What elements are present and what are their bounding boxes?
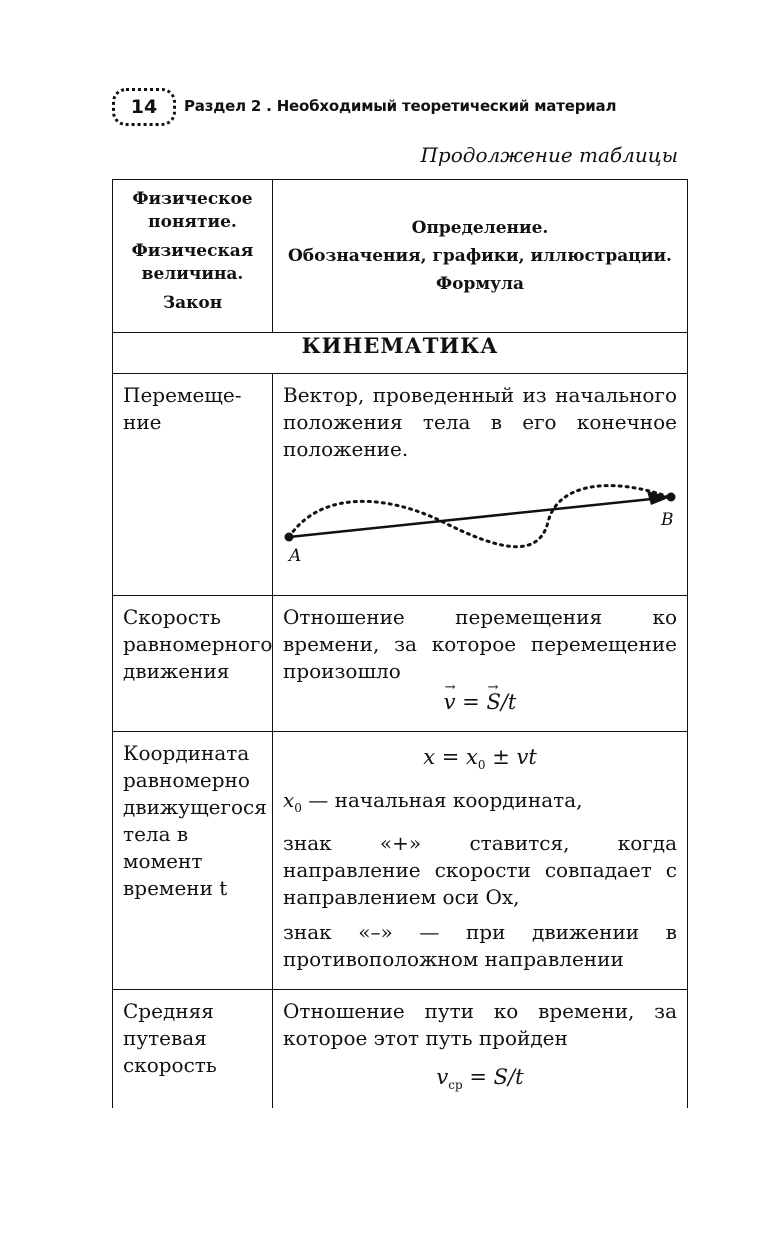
formula-subscript: ср bbox=[448, 1078, 463, 1093]
point-a-label: A bbox=[289, 546, 302, 566]
table-row bbox=[113, 732, 688, 990]
point-a-dot bbox=[285, 533, 294, 542]
table-continuation-label: Продолжение таблицы bbox=[420, 143, 678, 167]
formula-rest: /t bbox=[500, 690, 517, 714]
definition-text: Вектор, проведенный из начального положения тела в его конечное положение. bbox=[283, 383, 677, 461]
header-definition-line: Формула bbox=[435, 274, 524, 294]
formula-equals: = bbox=[455, 690, 487, 714]
formula-v: v bbox=[436, 1065, 449, 1089]
formula-subscript: 0 bbox=[477, 758, 486, 773]
table-row bbox=[113, 596, 688, 732]
table-row bbox=[113, 374, 688, 596]
header-definition-line: Определение. bbox=[411, 218, 549, 238]
formula-rest: = S/t bbox=[462, 1065, 524, 1089]
point-b-dot bbox=[667, 493, 676, 502]
formula bbox=[283, 744, 677, 779]
displacement-diagram bbox=[283, 467, 677, 591]
section-row bbox=[113, 333, 688, 374]
term-cell: Средняя путевая скорость bbox=[113, 990, 273, 1108]
term-cell: Скорость равномерного движения bbox=[113, 596, 273, 732]
formula bbox=[283, 1064, 677, 1099]
kinematics-table bbox=[112, 179, 688, 1108]
formula-x: x = x bbox=[423, 745, 478, 769]
point-b-label: B bbox=[661, 510, 674, 530]
table-row bbox=[113, 990, 688, 1108]
term-cell: Координата равномерно движущегося тела в момент времени t bbox=[113, 732, 273, 990]
formula bbox=[283, 689, 677, 716]
header-concept-line: Физическая величина. bbox=[131, 241, 254, 284]
page-header bbox=[112, 88, 672, 128]
page-number: 14 bbox=[112, 88, 176, 126]
displacement-vector-symbol: → S bbox=[486, 689, 500, 716]
note-subscript: 0 bbox=[294, 801, 302, 816]
definition-cell bbox=[273, 374, 688, 596]
header-concept-line: Закон bbox=[162, 293, 223, 313]
velocity-vector-symbol: → v bbox=[444, 689, 456, 716]
note-symbol: x bbox=[283, 788, 295, 813]
definition-text: Отношение пути ко времени, за которое этот путь пройден bbox=[283, 999, 677, 1050]
definition-cell bbox=[273, 732, 688, 990]
section-title: Раздел 2 . Необходимый теоретический материал bbox=[184, 97, 617, 115]
header-definition-line: Обозначения, графики, иллюстрации. bbox=[288, 246, 672, 266]
note-text: — начальная координата, bbox=[301, 788, 583, 813]
header-concept-cell bbox=[113, 180, 273, 333]
note-minus-sign: знак «–» — при движении в противоположном направлении bbox=[283, 920, 677, 972]
definition-text: Отношение перемещения ко времени, за которое перемещение произошло bbox=[283, 605, 677, 683]
note-initial-coordinate bbox=[283, 787, 677, 822]
header-concept-line: Физическое понятие. bbox=[132, 189, 253, 232]
header-definition-cell bbox=[273, 180, 688, 333]
definition-cell bbox=[273, 990, 688, 1108]
section-title-kinematics: КИНЕМАТИКА bbox=[113, 333, 688, 374]
displacement-vector bbox=[289, 498, 661, 537]
definition-cell bbox=[273, 596, 688, 732]
table-header-row bbox=[113, 180, 688, 333]
formula-rest: ± vt bbox=[485, 745, 537, 769]
displacement-diagram-svg bbox=[283, 467, 678, 577]
term-cell: Перемеще-ние bbox=[113, 374, 273, 596]
note-plus-sign: знак «+» ставится, когда направление скорости совпадает с направлением оси Ox, bbox=[283, 831, 677, 910]
